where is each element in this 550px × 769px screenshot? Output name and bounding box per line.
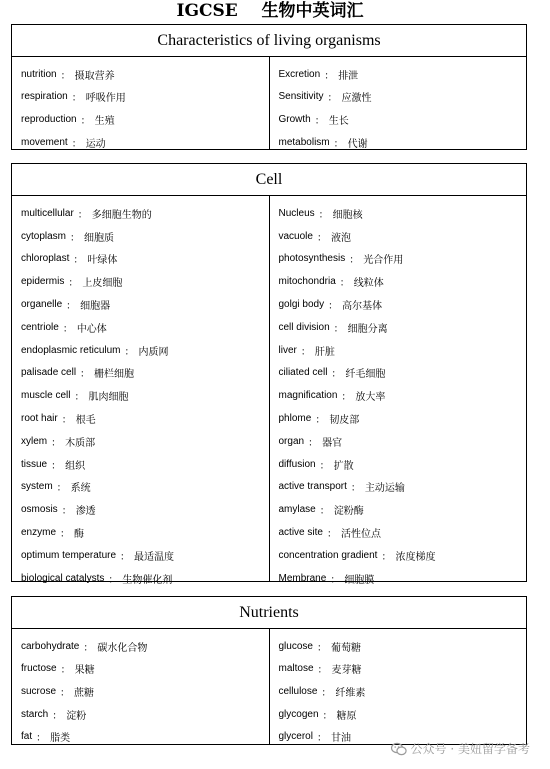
term-row [270, 703, 527, 726]
term-row [270, 316, 527, 339]
term-row [12, 293, 269, 316]
term-english: osmosis [21, 504, 58, 516]
term-chinese: 淀粉酶 [333, 506, 364, 518]
term-row [12, 270, 269, 293]
term-row [12, 108, 269, 131]
term-row [12, 725, 269, 748]
term-separator: ： [330, 574, 341, 586]
term-row [270, 63, 527, 86]
term-chinese: 酶 [74, 529, 85, 541]
term-chinese: 主动运输 [364, 483, 405, 495]
term-separator: ： [316, 232, 327, 244]
term-separator: ： [36, 733, 47, 745]
term-column-right [270, 196, 527, 586]
term-column-right [270, 57, 527, 149]
term-chinese: 呼吸作用 [85, 93, 126, 105]
term-english: system [21, 481, 53, 493]
term-chinese: 上皮细胞 [82, 278, 123, 290]
term-row [270, 384, 527, 407]
term-english: concentration gradient [278, 549, 378, 561]
term-english: endoplasmic reticulum [21, 344, 121, 356]
term-english: Excretion [278, 68, 321, 80]
page-title: IGCSE 生物中英词汇 [176, 1, 364, 21]
term-chinese: 运动 [85, 138, 106, 150]
term-english: active site [278, 527, 323, 539]
term-chinese: 应激性 [341, 93, 372, 105]
term-english: muscle cell [21, 390, 71, 402]
term-separator: ： [74, 392, 85, 404]
term-column-left [12, 629, 270, 744]
term-chinese: 渗透 [75, 506, 96, 518]
term-separator: ： [60, 665, 71, 677]
term-table [12, 629, 526, 744]
term-separator: ： [326, 529, 337, 541]
term-chinese: 生物催化剂 [122, 574, 173, 586]
term-row [12, 680, 269, 703]
term-row [270, 407, 527, 430]
term-chinese: 糖原 [336, 710, 357, 722]
term-english: vacuole [278, 230, 313, 242]
term-separator: ： [77, 209, 88, 221]
term-separator: ： [52, 710, 63, 722]
term-english: liver [278, 344, 297, 356]
term-row [270, 567, 527, 590]
term-chinese: 多细胞生物的 [91, 209, 152, 221]
term-chinese: 根毛 [75, 415, 96, 427]
term-row [270, 430, 527, 453]
term-english: maltose [278, 663, 314, 675]
term-row [270, 544, 527, 567]
term-separator: ： [316, 642, 327, 654]
term-chinese: 葡萄糖 [330, 642, 361, 654]
term-separator: ： [70, 232, 81, 244]
term-chinese: 系统 [70, 483, 91, 495]
term-separator: ： [62, 323, 73, 335]
term-row [12, 384, 269, 407]
term-english: biological catalysts [21, 572, 105, 584]
term-chinese: 最适温度 [134, 551, 175, 563]
term-separator: ： [316, 733, 327, 745]
term-row [270, 476, 527, 499]
term-chinese: 细胞质 [84, 232, 115, 244]
term-separator: ： [308, 437, 319, 449]
term-english: optimum temperature [21, 549, 117, 561]
term-column-right [270, 629, 527, 744]
term-row [270, 131, 527, 154]
term-english: glycogen [278, 708, 319, 720]
term-chinese: 细胞膜 [344, 574, 375, 586]
term-separator: ： [331, 369, 342, 381]
term-english: movement [21, 136, 68, 148]
term-separator: ： [60, 687, 71, 699]
term-separator: ： [51, 460, 62, 472]
term-english: root hair [21, 413, 58, 425]
term-separator: ： [73, 255, 84, 267]
term-chinese: 细胞核 [332, 209, 363, 221]
term-row [12, 339, 269, 362]
term-separator: ： [71, 93, 82, 105]
term-chinese: 光合作用 [363, 255, 404, 267]
term-row [270, 248, 527, 271]
term-row [270, 453, 527, 476]
term-row [270, 658, 527, 681]
term-chinese: 细胞器 [80, 301, 111, 313]
term-chinese: 麦芽糖 [331, 665, 362, 677]
term-separator: ： [51, 437, 62, 449]
section-heading: Nutrients [12, 597, 526, 629]
term-english: xylem [21, 435, 48, 447]
term-separator: ： [319, 460, 330, 472]
section-heading: Cell [12, 164, 526, 196]
term-english: palisade cell [21, 367, 77, 379]
term-separator: ： [300, 346, 311, 358]
term-separator: ： [60, 529, 71, 541]
term-separator: ： [318, 209, 329, 221]
term-separator: ： [68, 278, 79, 290]
term-chinese: 栅栏细胞 [94, 369, 135, 381]
term-english: respiration [21, 91, 68, 103]
term-column-left [12, 57, 270, 149]
term-english: golgi body [278, 299, 325, 311]
term-separator: ： [83, 642, 94, 654]
term-separator: ： [314, 115, 325, 127]
term-english: amylase [278, 504, 316, 516]
term-row [270, 498, 527, 521]
term-row [12, 567, 269, 590]
watermark-text: 公众号 · 美妞留学备考 [410, 742, 530, 756]
term-chinese: 木质部 [65, 437, 96, 449]
term-english: cytoplasm [21, 230, 67, 242]
term-separator: ： [350, 483, 361, 495]
term-english: nutrition [21, 68, 57, 80]
term-english: multicellular [21, 207, 74, 219]
term-row [12, 476, 269, 499]
term-chinese: 果糖 [74, 665, 95, 677]
term-chinese: 韧皮部 [329, 415, 360, 427]
term-chinese: 纤毛细胞 [345, 369, 386, 381]
term-row [12, 225, 269, 248]
term-chinese: 叶绿体 [87, 255, 118, 267]
term-separator: ： [66, 301, 77, 313]
term-english: fat [21, 731, 33, 743]
section-nutrients [11, 596, 527, 745]
term-english: sucrose [21, 685, 57, 697]
term-row [12, 703, 269, 726]
term-row [12, 635, 269, 658]
term-chinese: 细胞分离 [347, 323, 388, 335]
term-chinese: 淀粉 [66, 710, 87, 722]
term-separator: ： [349, 255, 360, 267]
term-separator: ： [341, 392, 352, 404]
term-chinese: 扩散 [333, 460, 354, 472]
watermark [391, 740, 530, 757]
term-english: glucose [278, 640, 313, 652]
term-chinese: 肌肉细胞 [88, 392, 129, 404]
term-separator: ： [60, 70, 71, 82]
term-separator: ： [319, 506, 330, 518]
term-english: fructose [21, 663, 57, 675]
term-separator: ： [71, 138, 82, 150]
term-chinese: 器官 [322, 437, 343, 449]
term-chinese: 代谢 [347, 138, 368, 150]
term-english: carbohydrate [21, 640, 80, 652]
term-separator: ： [333, 138, 344, 150]
term-separator: ： [108, 574, 119, 586]
term-chinese: 浓度梯度 [395, 551, 436, 563]
term-english: mitochondria [278, 276, 336, 288]
term-english: organelle [21, 299, 63, 311]
term-row [270, 680, 527, 703]
term-separator: ： [339, 278, 350, 290]
term-row [12, 86, 269, 109]
term-chinese: 甘油 [330, 733, 351, 745]
term-separator: ： [321, 687, 332, 699]
section-heading: Characteristics of living organisms [12, 25, 526, 57]
term-row [12, 430, 269, 453]
term-english: cellulose [278, 685, 318, 697]
term-separator: ： [61, 506, 72, 518]
term-english: reproduction [21, 113, 77, 125]
term-separator: ： [322, 710, 333, 722]
term-separator: ： [80, 115, 91, 127]
term-separator: ： [324, 70, 335, 82]
term-row [12, 362, 269, 385]
term-english: Sensitivity [278, 91, 324, 103]
term-row [270, 521, 527, 544]
term-chinese: 碳水化合物 [97, 642, 148, 654]
term-separator: ： [124, 346, 135, 358]
term-english: phlome [278, 413, 312, 425]
term-chinese: 放大率 [355, 392, 386, 404]
section-cell [11, 163, 527, 586]
term-english: cell division [278, 321, 330, 333]
term-row [12, 521, 269, 544]
term-row [12, 248, 269, 271]
term-row [12, 658, 269, 681]
wechat-icon [391, 742, 407, 756]
term-english: starch [21, 708, 49, 720]
term-separator: ： [327, 93, 338, 105]
term-row [270, 635, 527, 658]
term-separator: ： [333, 323, 344, 335]
term-english: Membrane [278, 572, 327, 584]
term-row [12, 407, 269, 430]
term-chinese: 生长 [328, 115, 349, 127]
term-row [12, 316, 269, 339]
term-row [270, 202, 527, 225]
term-row [12, 498, 269, 521]
term-chinese: 排泄 [338, 70, 359, 82]
term-english: photosynthesis [278, 253, 346, 265]
term-chinese: 纤维素 [335, 687, 366, 699]
term-english: ciliated cell [278, 367, 328, 379]
term-separator: ： [56, 483, 67, 495]
term-chinese: 活性位点 [340, 529, 381, 541]
term-separator: ： [120, 551, 131, 563]
term-row [270, 362, 527, 385]
term-table [12, 57, 526, 149]
term-row [12, 544, 269, 567]
term-chinese: 内质网 [138, 346, 169, 358]
term-column-left [12, 196, 270, 586]
term-english: glycerol [278, 731, 313, 743]
term-english: diffusion [278, 458, 316, 470]
term-english: magnification [278, 390, 338, 402]
section-characteristics [11, 24, 527, 150]
term-row [12, 202, 269, 225]
term-chinese: 摄取营养 [74, 70, 115, 82]
term-row [270, 270, 527, 293]
term-chinese: 中心体 [76, 323, 107, 335]
term-chinese: 生殖 [94, 115, 115, 127]
term-row [12, 131, 269, 154]
term-row [270, 225, 527, 248]
term-separator: ： [315, 415, 326, 427]
term-table [12, 196, 526, 586]
term-row [270, 293, 527, 316]
term-english: metabolism [278, 136, 330, 148]
term-chinese: 高尔基体 [342, 301, 383, 313]
term-english: Growth [278, 113, 311, 125]
term-separator: ： [317, 665, 328, 677]
term-english: chloroplast [21, 253, 70, 265]
term-row [12, 453, 269, 476]
term-chinese: 蔗糖 [74, 687, 95, 699]
term-chinese: 脂类 [50, 733, 71, 745]
term-separator: ： [328, 301, 339, 313]
term-chinese: 肝脏 [314, 346, 335, 358]
term-row [270, 339, 527, 362]
term-english: epidermis [21, 276, 65, 288]
term-english: centriole [21, 321, 59, 333]
term-separator: ： [80, 369, 91, 381]
term-row [12, 63, 269, 86]
term-english: enzyme [21, 527, 57, 539]
term-english: organ [278, 435, 305, 447]
term-english: tissue [21, 458, 48, 470]
term-row [270, 86, 527, 109]
term-row [270, 108, 527, 131]
term-separator: ： [61, 415, 72, 427]
term-chinese: 液泡 [330, 232, 351, 244]
term-chinese: 组织 [65, 460, 86, 472]
term-english: Nucleus [278, 207, 315, 219]
term-chinese: 线粒体 [353, 278, 384, 290]
term-separator: ： [381, 551, 392, 563]
term-english: active transport [278, 481, 347, 493]
